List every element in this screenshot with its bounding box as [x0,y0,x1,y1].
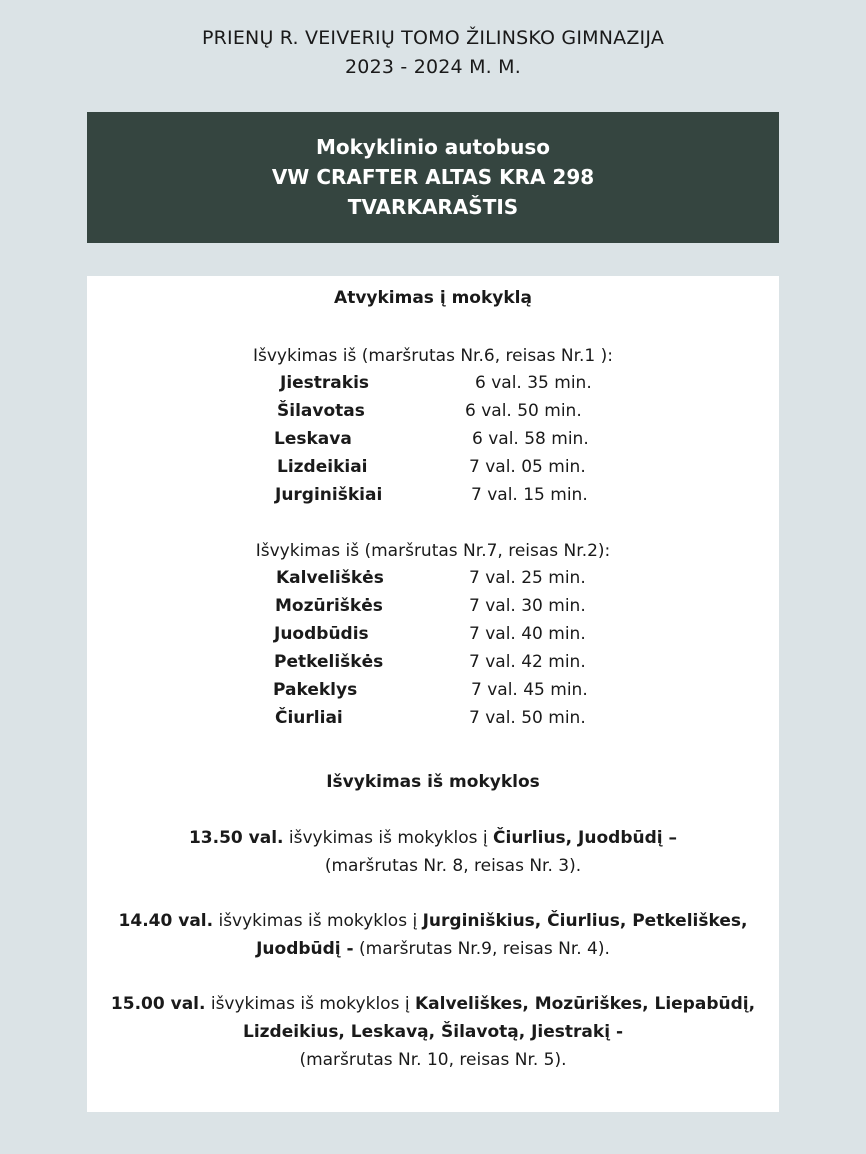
stop-time: 6 val. 35 min. [475,373,592,393]
schedule-title-box [87,112,779,243]
trip-destination: Čiurlius, Juodbūdį – [493,828,678,848]
stop-time: 6 val. 58 min. [472,429,589,449]
trip-destination: Lizdeikius, Leskavą, Šilavotą, Jiestrakį - [243,1022,623,1042]
departure-trip-2 [87,911,779,931]
stop-time: 7 val. 15 min. [471,485,588,505]
trip-route: (maršrutas Nr. 10, reisas Nr. 5). [299,1050,567,1070]
stop-name: Šilavotas [277,401,365,421]
stop-time: 7 val. 45 min. [471,680,588,700]
school-year: 2023 - 2024 M. M. [345,56,521,78]
stop-time: 7 val. 30 min. [469,596,586,616]
trip-text: išvykimas iš mokyklos į [283,828,494,848]
title-line-1: Mokyklinio autobuso [315,135,551,159]
trip-time: 13.50 val. [188,828,284,848]
arrival-title: Atvykimas į mokyklą [334,288,532,308]
stop-name: Čiurliai [275,708,343,728]
stop-time: 7 val. 05 min. [469,457,586,477]
trip-text: išvykimas iš mokyklos į [213,911,423,931]
stop-time: 6 val. 50 min. [465,401,582,421]
departure-trip-3-destinations [87,1022,779,1042]
trip-time: 14.40 val. [118,911,214,931]
departure-trip-2-route [87,939,779,959]
trip-destination: Jurginiškius, Čiurlius, Petkeliškes, [422,911,748,931]
departure-title: Išvykimas iš mokyklos [326,772,540,792]
stop-name: Pakeklys [273,680,358,700]
school-header [0,24,866,82]
departure-trip-1 [87,828,779,848]
departure-trip-1-route [87,856,779,876]
trip-time: 15.00 val. [110,994,206,1014]
trip-route: (maršrutas Nr. 8, reisas Nr. 3). [324,856,582,876]
stop-time: 7 val. 40 min. [469,624,586,644]
title-line-3: TVARKARAŠTIS [347,195,519,219]
stop-name: Mozūriškės [275,596,383,616]
route-6-header: Išvykimas iš (maršrutas Nr.6, reisas Nr.1 ): [253,346,613,366]
departure-trip-3-route [87,1050,779,1070]
stop-time: 7 val. 50 min. [469,708,586,728]
school-name: PRIENŲ R. VEIVERIŲ TOMO ŽILINSKO GIMNAZIJA [201,27,665,49]
schedule-card [87,276,779,1112]
stop-name: Jurginiškiai [275,485,383,505]
trip-route: (maršrutas Nr.9, reisas Nr. 4). [353,939,610,959]
stop-time: 7 val. 25 min. [469,568,586,588]
trip-destination: Juodbūdį - [256,939,354,959]
trip-destination: Kalveliškes, Mozūriškes, Liepabūdį, [414,994,756,1014]
trip-text: išvykimas iš mokyklos į [205,994,415,1014]
stop-time: 7 val. 42 min. [469,652,586,672]
stop-name: Leskava [274,429,352,449]
stop-name: Juodbūdis [274,624,369,644]
stop-name: Kalveliškės [276,568,384,588]
departure-trip-3 [87,994,779,1014]
title-line-2: VW CRAFTER ALTAS KRA 298 [271,165,595,189]
stop-name: Jiestrakis [280,373,370,393]
stop-name: Lizdeikiai [277,457,368,477]
route-7-header: Išvykimas iš (maršrutas Nr.7, reisas Nr.2): [255,541,611,561]
stop-name: Petkeliškės [274,652,384,672]
